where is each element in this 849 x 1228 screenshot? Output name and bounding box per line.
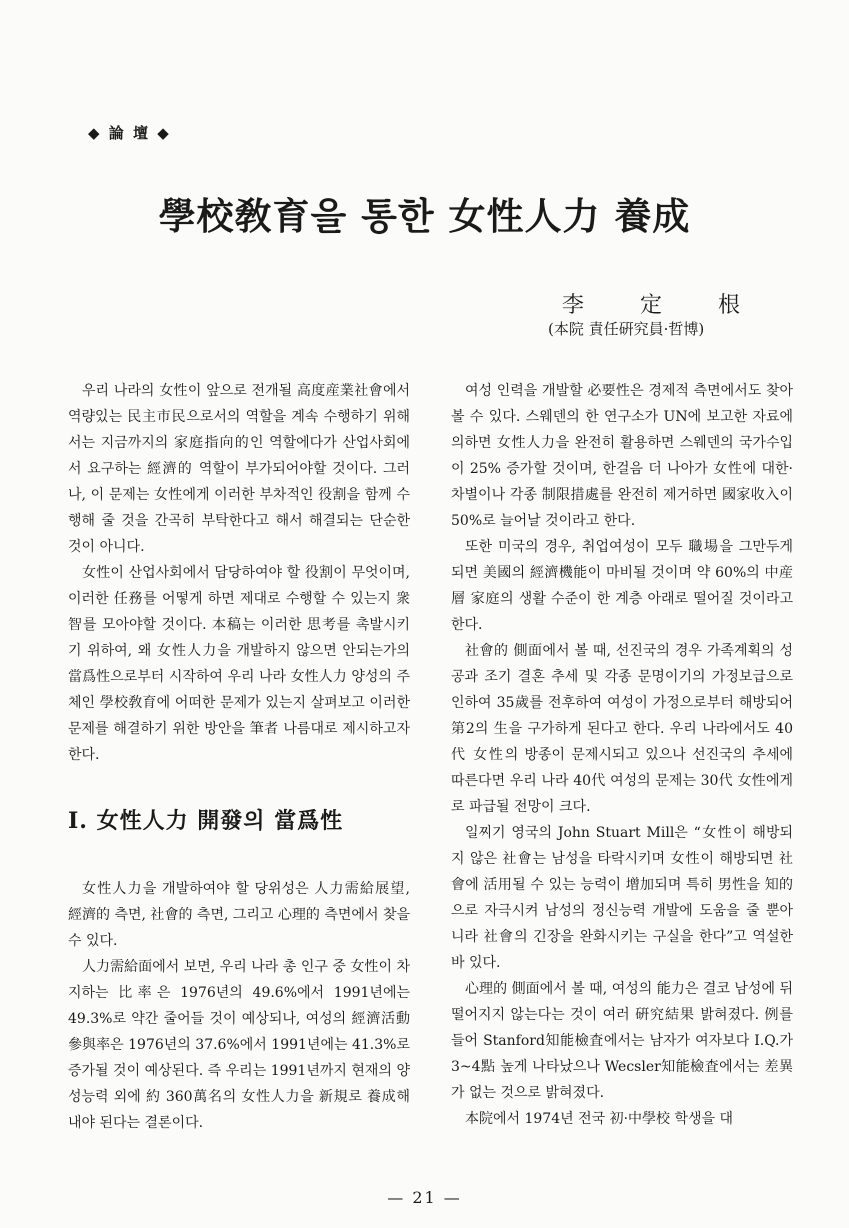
- right-column: [451, 378, 793, 1132]
- paragraph: 社會的 側面에서 볼 때, 선진국의 경우 가족계획의 성공과 조기 결혼 추세 및 각종 문명이기의 가정보급으로 인하여 35歲를 전후하여 여성이 가정으로부터 해방되어 第2의 生을 구가하게 된다고 한다. 우리 나라에서도 40代 女性의 방종이 문제시되고 있으나 선진국의 추세에 따른다면 우리 나라 40代 여성의 문제는 30代 女性에게로 파급될 전망이 크다.: [451, 643, 793, 815]
- section-tag: ◆ 論 壇 ◆: [88, 124, 171, 142]
- paragraph: 또한 미국의 경우, 취업여성이 모두 職場을 그만두게 되면 美國의 經濟機能이 마비될 것이며 약 60%의 中産層 家庭의 생활 수준이 한 계층 아래로 떨어질 것이라고 한다.: [451, 539, 793, 633]
- author-name-char: 根: [718, 293, 743, 318]
- paragraph: 女性人力을 개발하여야 할 당위성은 人力需給展望, 經濟的 측면, 社會的 측면, 그리고 心理的 측면에서 찾을 수 있다.: [68, 881, 410, 949]
- paragraph: 여성 인력을 개발할 必要性은 경제적 측면에서도 찾아볼 수 있다. 스웨덴의 한 연구소가 UN에 보고한 자료에 의하면 女性人力을 완전히 활용하면 스웨덴의 국가수입이 25% 증가할 것이며, 한걸음 더 나아가 女性에 대한·차별이나 각종 制限措處를 완전히 제거하면 國家收入이 50%로 늘어날 것이라고 한다.: [451, 383, 793, 529]
- paragraph: 人力需給面에서 보면, 우리 나라 총 인구 중 女性이 차지하는 比率은 1976년의 49.6%에서 1991년에는 49.3%로 약간 줄어들 것이 예상되나, 여성의 經濟活動 參與率은 1976년의 37.6%에서 1991년에는 41.3%로 증가될 것이 예상된다. 즉 우리는 1991년까지 현재의 양성능력 외에 約 360萬名의 女性人力을 新規로 養成해내야 된다는 결론이다.: [68, 959, 410, 1131]
- author-name: [562, 288, 742, 319]
- article-title: 學校敎育을 통한 女性人力 養成: [158, 194, 691, 238]
- author-name-char: 定: [640, 293, 665, 318]
- paragraph: 우리 나라의 女性이 앞으로 전개될 高度産業社會에서 역량있는 民主市民으로서의 역할을 계속 수행하기 위해서는 지금까지의 家庭指向的인 역할에다가 산업사회에서 요구하는 經濟的 역할이 부가되어야할 것이다. 그러나, 이 문제는 女性에게 이러한 부차적인 役割을 함께 수행해 줄 것을 간곡히 부탁한다고 해서 해결되는 단순한 것이 아니다.: [68, 383, 410, 555]
- section-heading: Ⅰ. 女性人力 開發의 當爲性: [68, 808, 344, 834]
- paragraph: 女性이 산업사회에서 담당하여야 할 役割이 무엇이며, 이러한 任務를 어떻게 하면 제대로 수행할 수 있는지 衆智를 모아야할 것이다. 本稿는 이러한 思考를 촉발시키기 위하여, 왜 女性人力을 개발하지 않으면 안되는가의 當爲性으로부터 시작하여 우리 나라 女性人力 양성의 주체인 學校敎育에 어떠한 문제가 있는지 살펴보고 이러한 문제를 해결하기 위한 방안을 筆者 나름대로 제시하고자 한다.: [68, 565, 410, 763]
- paragraph: 本院에서 1974년 전국 初·中學校 학생을 대: [465, 1111, 734, 1127]
- paragraph: 일찌기 영국의 John Stuart Mill은 “女性이 해방되지 않은 社會는 남성을 타락시키며 女性이 해방되면 社會에 活用될 수 있는 능력이 增加되며 특히 男性을 知的으로 자극시켜 남성의 정신능력 개발에 도움을 줄 뿐아니라 社會의 긴장을 완화시키는 구실을 한다”고 역설한 바 있다.: [451, 825, 793, 971]
- left-column: [68, 378, 410, 1136]
- author-name-char: 李: [562, 293, 587, 318]
- author-affiliation: (本院 責任硏究員·哲博): [548, 320, 705, 338]
- page-number: — 21 —: [387, 1188, 462, 1207]
- paragraph: 心理的 側面에서 볼 때, 여성의 能力은 결코 남성에 뒤떨어지지 않는다는 것이 여러 硏究結果 밝혀졌다. 例를 들어 Stanford知能檢査에서는 남자가 여자보다 I.Q.가 3~4點 높게 나타났으나 Wecsler知能檢査에서는 差異가 없는 것으로 밝혀졌다.: [451, 981, 793, 1101]
